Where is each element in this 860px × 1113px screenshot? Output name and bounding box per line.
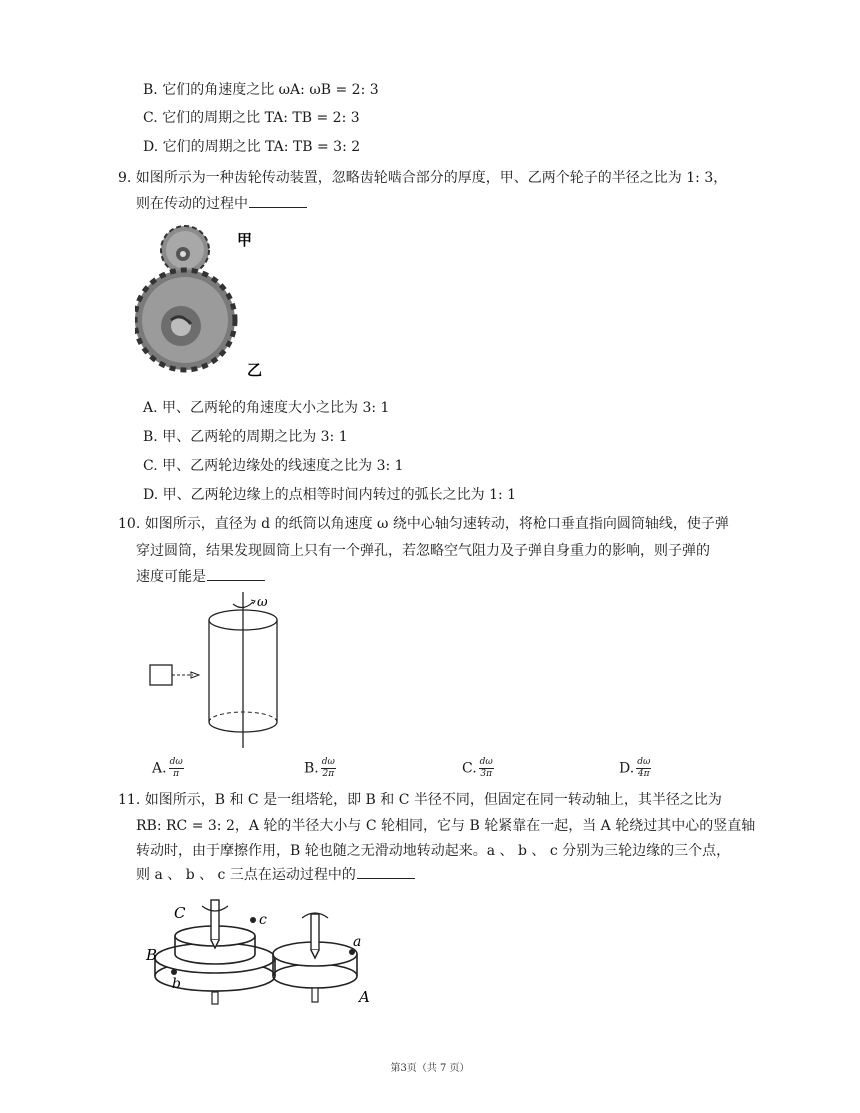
q10-option-c: C. $\frac{d\omega}{3\pi}$ <box>462 757 493 779</box>
label-b: b <box>172 976 181 992</box>
label-C: C <box>174 904 186 922</box>
q11-stem-text: 则 a 、 b 、 c 三点在运动过程中的 <box>136 867 356 883</box>
gear-jia-icon <box>161 226 209 274</box>
q11-stem-line2: RB: RC = 3: 2，A 轮的半径大小与 C 轮相同，它与 B 轮紧靠在一起，当 A 轮绕过其中心的竖直轴 <box>136 818 756 834</box>
label-c: c <box>259 912 267 928</box>
label-jia: 甲 <box>237 231 253 249</box>
q10-stem-text: 速度可能是 <box>136 569 206 585</box>
q9-option-c: C. 甲、乙两轮边缘处的线速度之比为 3: 1 <box>143 458 404 474</box>
label-B: B <box>146 946 158 964</box>
label-A: A <box>359 988 370 1006</box>
page-footer: 第3页（共 7 页） <box>390 1063 470 1074</box>
q8-option-b: B. 它们的角速度之比 ωA: ωB = 2: 3 <box>143 82 379 98</box>
q11-stem-line1: 11. 如图所示，B 和 C 是一组塔轮，即 B 和 C 半径不同，但固定在同一转动轴上，其半径之比为 <box>118 792 722 808</box>
point-c <box>250 917 256 923</box>
q10-option-a: A. $\frac{d\omega}{\pi}$ <box>152 757 183 779</box>
omega-label: ω <box>257 595 268 610</box>
q8-option-c: C. 它们的周期之比 TA: TB = 2: 3 <box>143 110 360 126</box>
cylinder-figure <box>145 590 295 750</box>
label-a: a <box>353 934 362 950</box>
q11-answer-blank <box>357 864 415 879</box>
gear-figure <box>135 220 275 380</box>
q9-option-b: B. 甲、乙两轮的周期之比为 3: 1 <box>143 429 348 445</box>
q10-stem-line2: 穿过圆筒，结果发现圆筒上只有一个弹孔，若忽略空气阻力及子弹自身重力的影响，则子弹的 <box>136 543 710 559</box>
gun-icon <box>150 665 172 685</box>
q10-answer-blank <box>207 566 265 581</box>
q10-option-b: B. $\frac{d\omega}{2\pi}$ <box>304 757 335 779</box>
q8-option-d: D. 它们的周期之比 TA: TB = 3: 2 <box>143 139 361 155</box>
q9-answer-blank <box>249 193 307 208</box>
q9-stem-line1: 9. 如图所示为一种齿轮传动装置，忽略齿轮啮合部分的厚度，甲、乙两个轮子的半径之比为 1: 3， <box>118 170 728 186</box>
q10-option-d: D. $\frac{d\omega}{4\pi}$ <box>619 757 651 779</box>
q9-stem-line2 <box>136 193 307 214</box>
q9-stem-text: 则在传动的过程中 <box>136 196 248 212</box>
q11-stem-line3: 转动时，由于摩擦作用，B 轮也随之无滑动地转动起来。a 、 b 、 c 分别为三轮边缘的三个点， <box>136 843 731 859</box>
q10-stem-line1: 10. 如图所示，直径为 d 的纸筒以角速度 ω 绕中心轴匀速转动，将枪口垂直指向圆筒轴线，使子弹 <box>118 516 729 532</box>
q10-stem-line3 <box>136 566 265 587</box>
gear-yi-icon <box>135 270 235 370</box>
q9-option-a: A. 甲、乙两轮的角速度大小之比为 3: 1 <box>143 400 390 416</box>
label-yi: 乙 <box>247 361 263 379</box>
point-b <box>171 969 177 975</box>
q11-stem-line4 <box>136 864 415 885</box>
tower-wheel-figure <box>140 892 380 1017</box>
q9-option-d: D. 甲、乙两轮边缘上的点相等时间内转过的弧长之比为 1: 1 <box>143 487 517 503</box>
